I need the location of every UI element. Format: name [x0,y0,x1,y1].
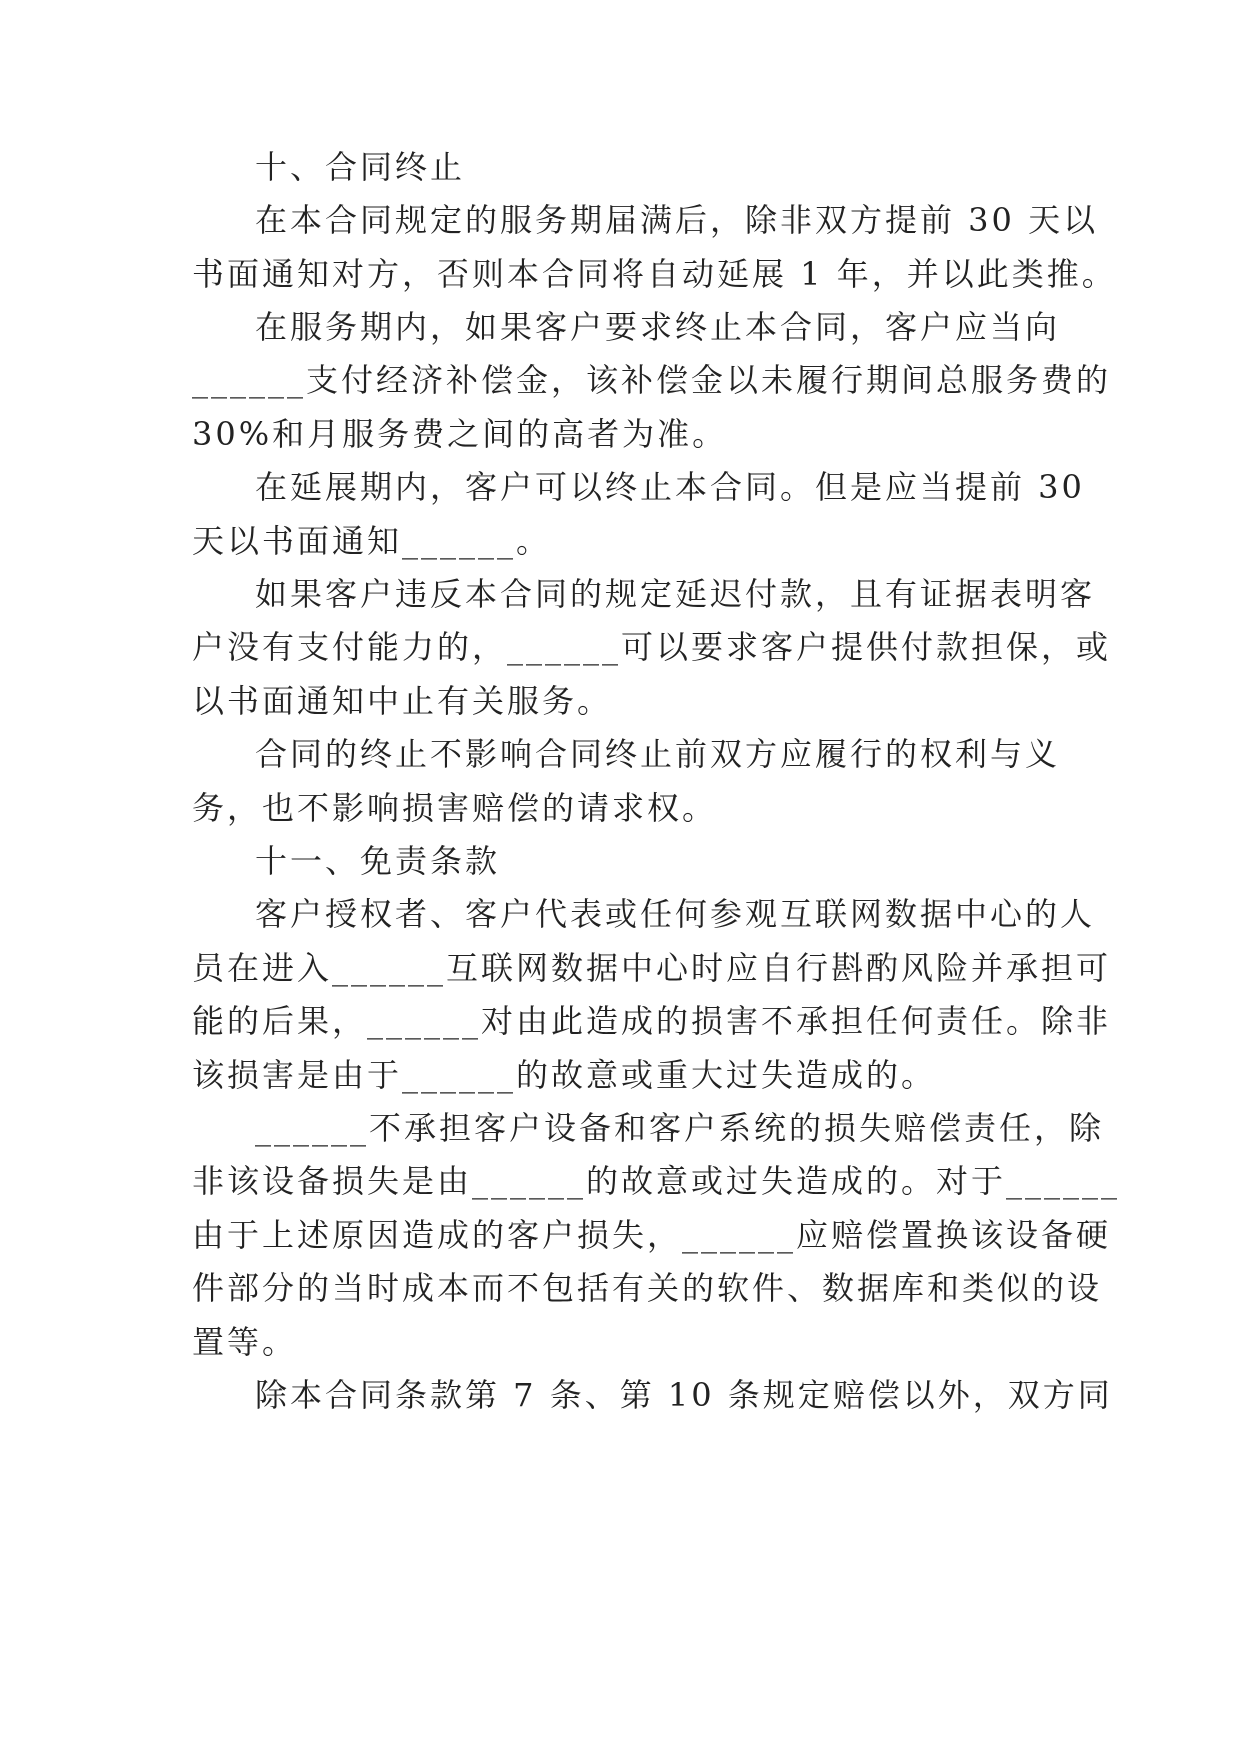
section-heading-termination: 十、合同终止 [255,148,466,186]
paragraph-line: 非该设备损失是由______的故意或过失造成的。对于______ [192,1162,1121,1200]
paragraph-line: 在本合同规定的服务期届满后，除非双方提前 30 天以 [255,201,1099,239]
paragraph-line: ______不承担客户设备和客户系统的损失赔偿责任，除 [255,1109,1105,1147]
paragraph-line: 书面通知对方，否则本合同将自动延展 1 年，并以此类推。 [192,255,1117,293]
paragraph-line: 除本合同条款第 7 条、第 10 条规定赔偿以外，双方同 [255,1376,1113,1414]
paragraph-line: 能的后果，______对由此造成的损害不承担任何责任。除非 [192,1002,1112,1040]
paragraph-line: ______支付经济补偿金，该补偿金以未履行期间总服务费的 [192,361,1112,399]
paragraph-line: 户没有支付能力的，______可以要求客户提供付款担保，或 [192,628,1112,666]
paragraph-line: 员在进入______互联网数据中心时应自行斟酌风险并承担可 [192,949,1112,987]
paragraph-line: 务，也不影响损害赔偿的请求权。 [192,789,718,827]
paragraph-line: 30%和月服务费之间的高者为准。 [192,415,728,453]
paragraph-line: 在延展期内，客户可以终止本合同。但是应当提前 30 [255,468,1085,506]
paragraph-line: 由于上述原因造成的客户损失，______应赔偿置换该设备硬 [192,1216,1112,1254]
paragraph-line: 在服务期内，如果客户要求终止本合同，客户应当向 [255,308,1061,346]
paragraph-line: 置等。 [192,1323,298,1361]
paragraph-line: 该损害是由于______的故意或重大过失造成的。 [192,1056,937,1094]
paragraph-line: 件部分的当时成本而不包括有关的软件、数据库和类似的设 [192,1269,1103,1307]
paragraph-line: 客户授权者、客户代表或任何参观互联网数据中心的人 [255,895,1096,933]
paragraph-line: 天以书面通知______。 [192,522,552,560]
paragraph-line: 合同的终止不影响合同终止前双方应履行的权利与义 [255,735,1061,773]
paragraph-line: 如果客户违反本合同的规定延迟付款，且有证据表明客 [255,575,1096,613]
section-heading-disclaimer: 十一、免责条款 [255,842,501,880]
paragraph-line: 以书面通知中止有关服务。 [192,682,613,720]
